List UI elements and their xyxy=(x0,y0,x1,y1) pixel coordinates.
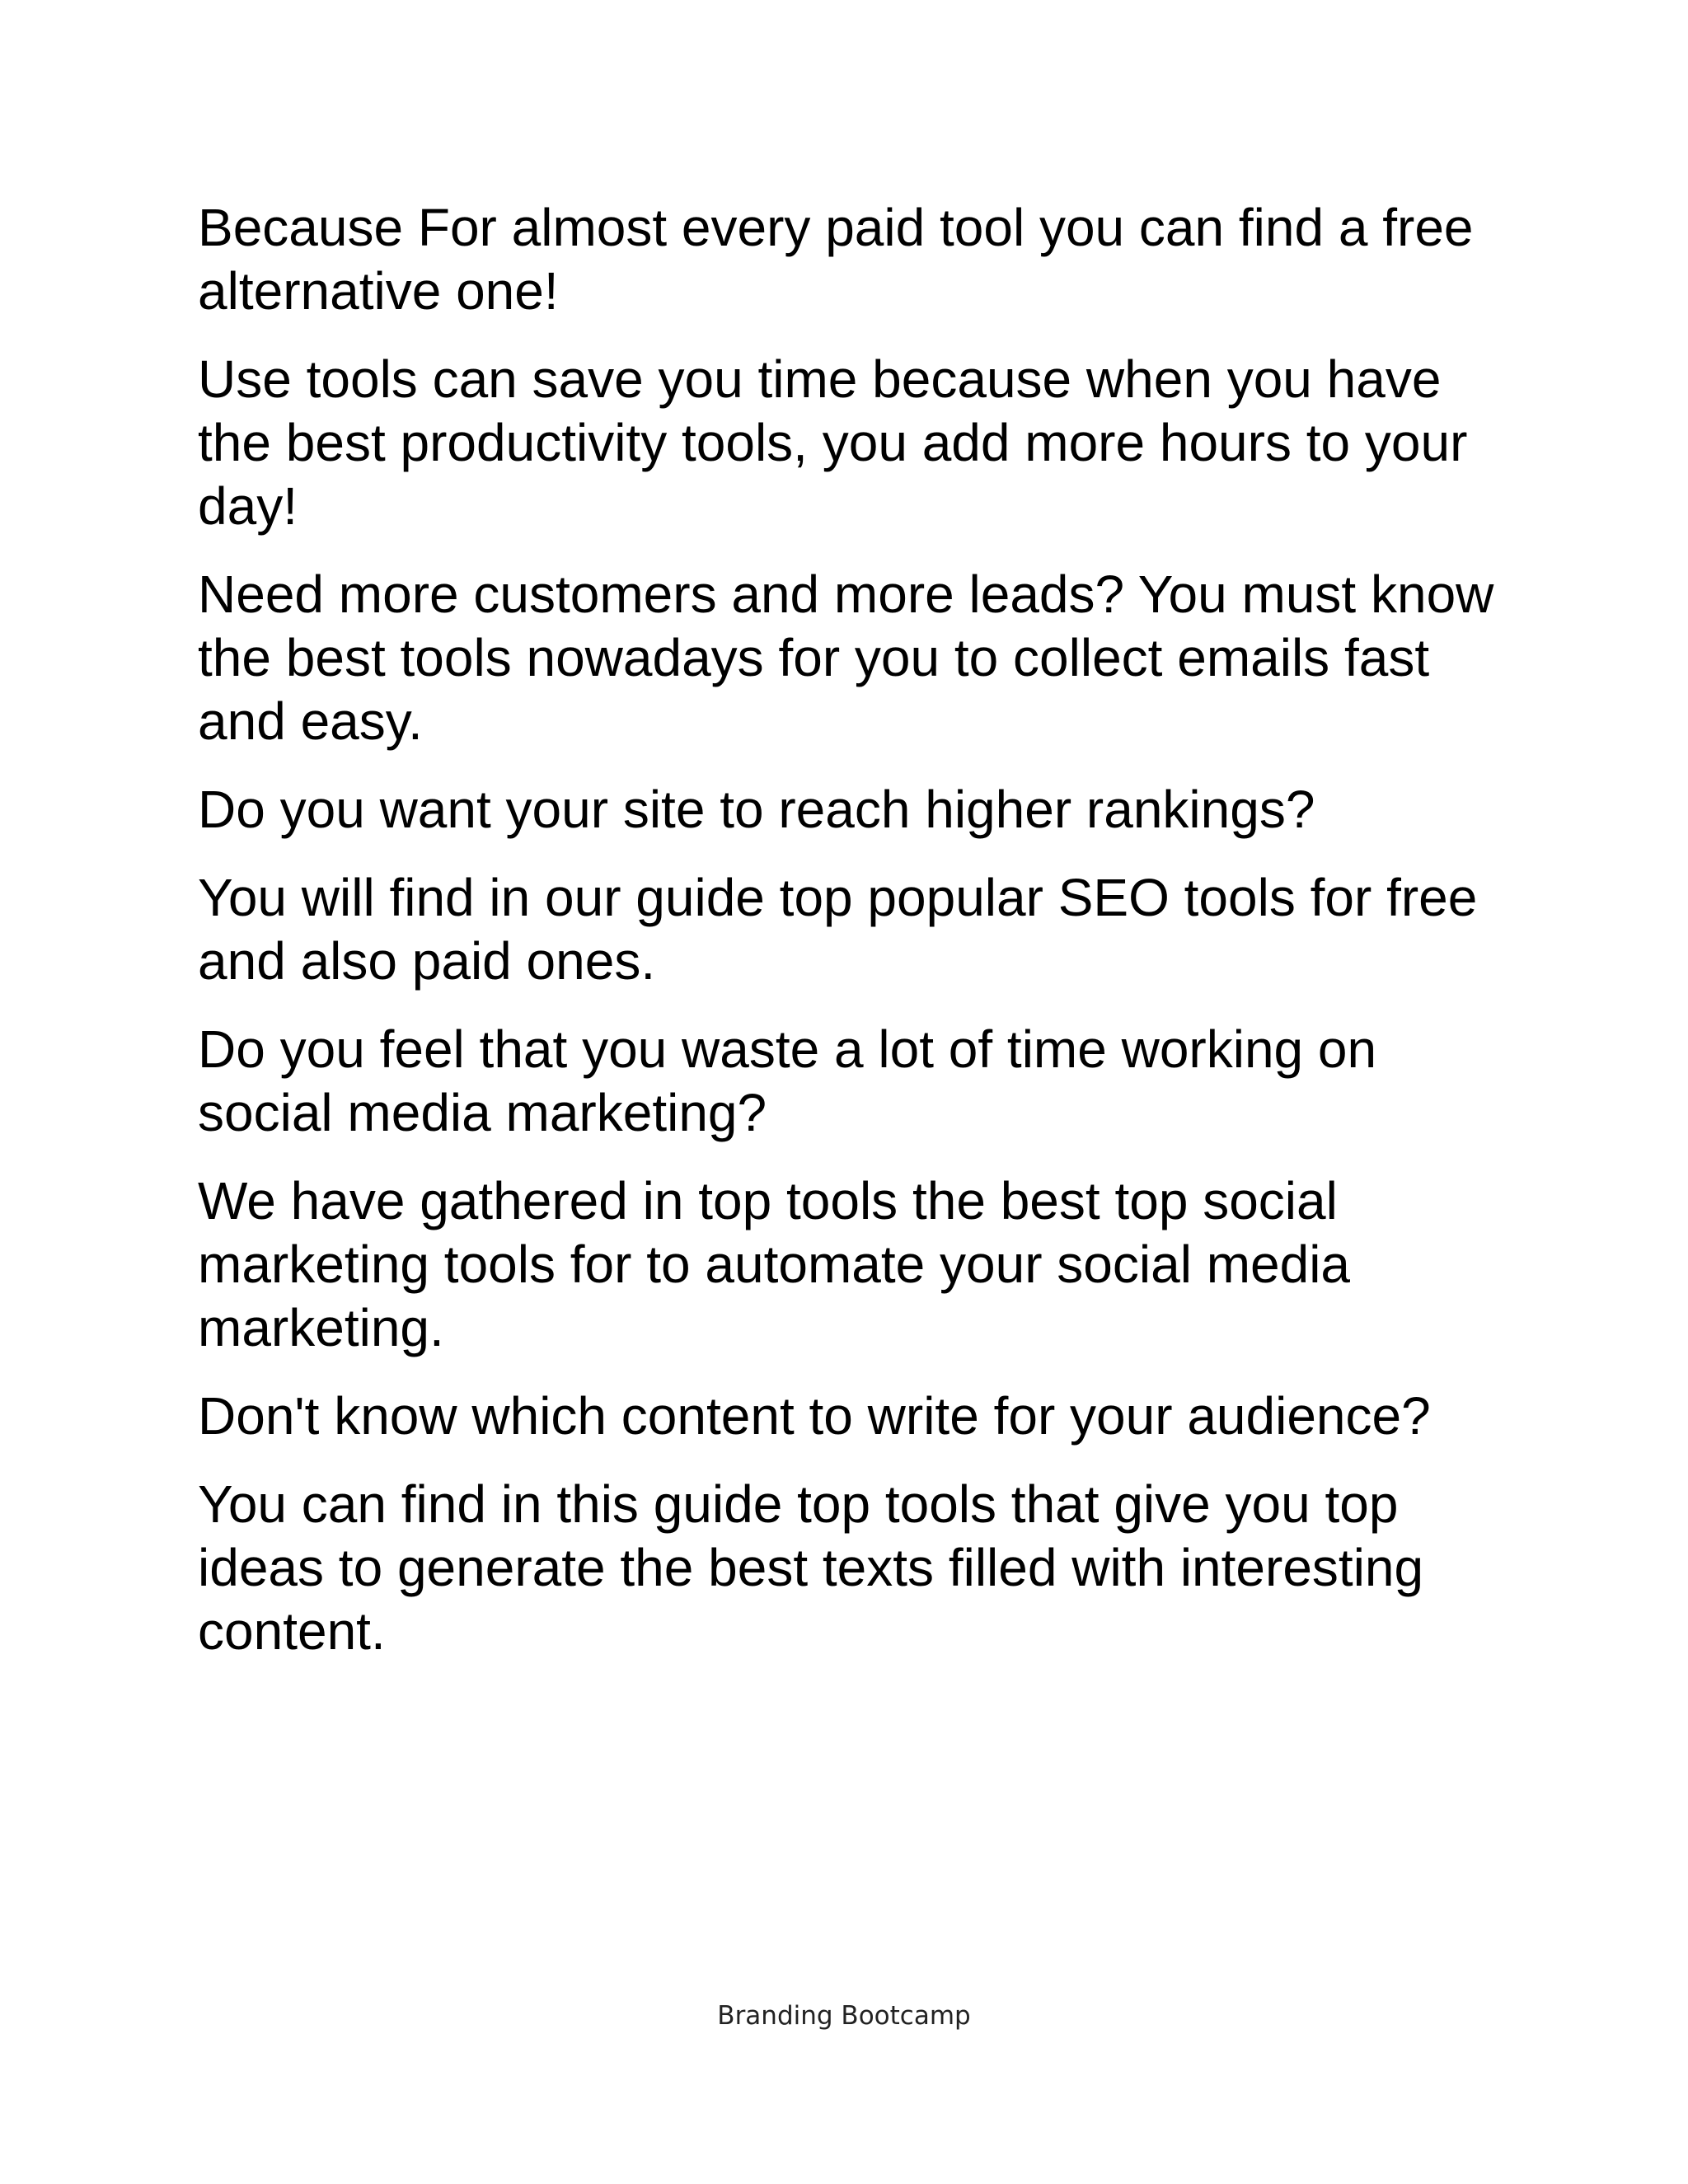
paragraph: Use tools can save you time because when you have the best productivity tools, you add more hours to your day! xyxy=(198,349,1468,536)
paragraph: Don't know which content to write for your audience? xyxy=(198,1386,1431,1446)
paragraph: Do you want your site to reach higher rankings? xyxy=(198,780,1315,839)
paragraph: You will find in our guide top popular SEO tools for free and also paid ones. xyxy=(198,868,1478,991)
paragraph: Do you feel that you waste a lot of time working on social media marketing? xyxy=(198,1019,1377,1142)
paragraph: You can find in this guide top tools that give you top ideas to generate the best texts filled with interesting content. xyxy=(198,1474,1424,1661)
paragraph: Need more customers and more leads? You must know the best tools nowadays for you to collect emails fast and easy. xyxy=(198,565,1494,751)
paragraph: Because For almost every paid tool you can find a free alternative one! xyxy=(198,198,1474,321)
body-text xyxy=(198,196,1508,1688)
paragraph: We have gathered in top tools the best top social marketing tools for to automate your social media marketing. xyxy=(198,1171,1350,1357)
page-footer: Branding Bootcamp xyxy=(717,2001,971,2031)
